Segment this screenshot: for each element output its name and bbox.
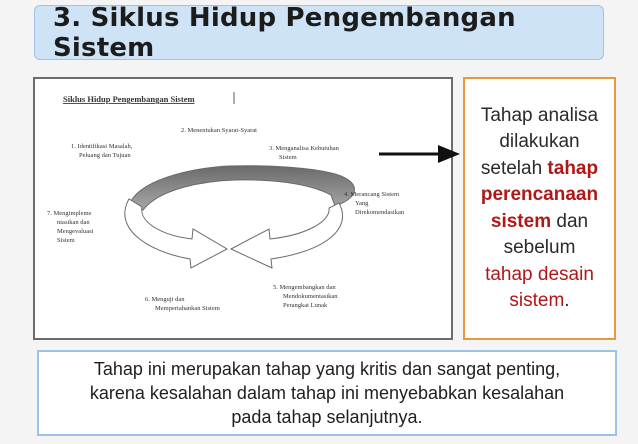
note-highlight-perencanaan: perencanaan: [480, 184, 599, 205]
note-line-3: setelah: [480, 157, 548, 179]
note-highlight-sistem: sistem: [490, 210, 552, 232]
note-highlight-tahap-desain: tahap desain: [485, 263, 594, 285]
note-highlight-sistem-2: sistem: [509, 290, 565, 311]
step-3-label: 3. Menganalisa Kebutuhan: [269, 145, 339, 152]
step-7-label: 7. Mengimpleme: [47, 210, 92, 217]
step-7-label-cont3: Sistem: [57, 237, 75, 244]
step-5-label: 5. Mengembangkan dan: [273, 284, 336, 291]
step-7-label-cont2: Mengevaluasi: [57, 228, 94, 235]
slide-title: 3. Siklus Hidup Pengembangan Sistem: [53, 2, 516, 63]
step-7-label-cont: ntasikan dan: [57, 219, 90, 226]
step-1-label: 1. Identifikasi Masalah,: [71, 143, 133, 150]
step-5-label-cont2: Perangkat Lunak: [283, 302, 328, 309]
summary-text: [90, 357, 564, 429]
step-4-label-cont2: Direkomendasikan: [355, 209, 405, 216]
summary-box: [37, 350, 617, 436]
note-line-8: .: [564, 290, 570, 311]
summary-line-2: karena kesalahan dalam tahap ini menyebabkan kesalahan: [89, 383, 565, 403]
note-line-1: Tahap analisa: [480, 104, 599, 126]
note-line-5: dan: [551, 210, 589, 232]
step-6-label: 6. Menguji dan: [145, 296, 185, 303]
pointer-arrow-icon: [438, 145, 460, 163]
diagram-heading: Siklus Hidup Pengembangan Sistem: [63, 94, 195, 104]
step-1-label-cont: Peluang dan Tujuan: [79, 152, 131, 159]
step-2-label: 2. Menentukan Syarat-Syarat: [181, 127, 257, 134]
summary-line-3: pada tahap selanjutnya.: [231, 407, 423, 427]
summary-line-1: Tahap ini merupakan tahap yang kritis dan sangat penting,: [93, 359, 561, 379]
note-line-2: dilakukan: [499, 131, 580, 152]
step-6-label-cont: Mempertahankan Sistem: [155, 305, 220, 312]
analysis-note-box: [463, 77, 616, 340]
note-highlight-tahap: tahap: [547, 157, 599, 179]
step-3-label-cont: Sistem: [279, 154, 297, 161]
analysis-note-text: [481, 103, 598, 315]
note-line-6: sebelum: [503, 237, 576, 258]
step-5-label-cont: Mendokumentasikan: [283, 293, 338, 300]
step-4-label: 4. Merancang Sistem: [344, 191, 400, 198]
step-4-label-cont: Yang: [355, 200, 369, 207]
